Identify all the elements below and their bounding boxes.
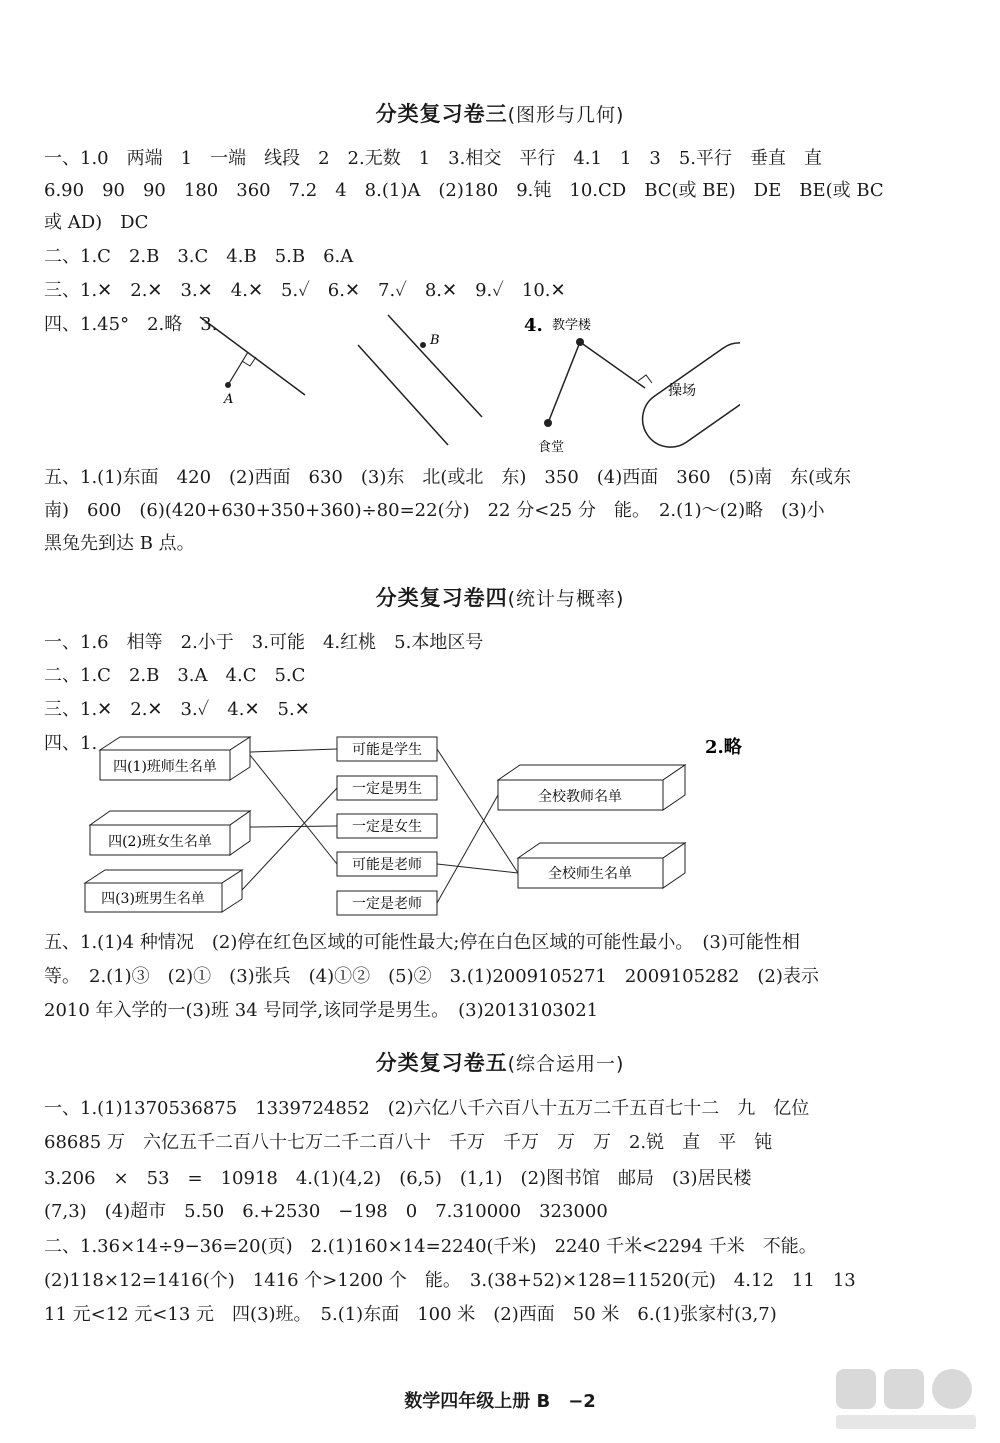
connector-line [250,826,337,827]
section-title-3 [0,98,1000,128]
answer-line: 二、1.C 2.B 3.C 4.B 5.B 6.A [44,246,354,267]
path-to-canteen [548,342,580,423]
point-a-dot [225,382,231,388]
connector-line [437,864,518,873]
canteen-dot [544,419,552,427]
answer-line: 3.206 × 53 = 10918 4.(1)(4,2) (6,5) (1,1) (2)图书馆 邮局 (3)居民楼 [44,1168,752,1189]
connector-line [242,788,337,890]
answer-line: (7,3) (4)超市 5.50 6.+2530 −198 0 7.310000 323000 [44,1201,608,1222]
perpendicular-line [228,352,248,385]
point-a-label: A [224,392,234,407]
middle-box-5 [337,891,437,915]
answer-line: 或 AD) DC [44,212,149,233]
middle-box-label: 可能是老师 [352,857,422,873]
path-to-playground [580,342,645,388]
section-title-main: 分类复习卷四 [375,586,508,610]
answer-line: 三、1.✕ 2.✕ 3.✓ 4.✕ 5.✕ [44,699,310,720]
section-subtitle: (综合运用一) [507,1053,625,1075]
canteen-label: 食堂 [538,440,565,455]
middle-box-2 [337,776,437,800]
parallel-line-2 [388,315,482,417]
playground-label: 操场 [668,383,696,399]
answer-line: 五、1.(1)东面 420 (2)西面 630 (3)东 北(或北 东) 350 (4)西面 360 (5)南 东(或东 [44,467,852,488]
q2-answer: 2.略 [705,737,742,758]
middle-box-label: 一定是老师 [352,896,422,912]
line-segment [200,317,305,395]
right-box-label: 全校师生名单 [548,866,632,882]
parallel-line-1 [358,345,448,445]
teaching-building-label: 教学楼 [552,318,592,333]
answer-line: 一、1.0 两端 1 一端 线段 2 2.无数 1 3.相交 平行 4.1 1 3 5.平行 垂直 直 [44,148,823,169]
answer-line: 南) 600 (6)(420+630+350+360)÷80=22(分) 22 分<25 分 能。 2.(1)～(2)略 (3)小 [44,500,825,521]
section-subtitle: (统计与概率) [507,588,625,610]
left-box-label: 四(2)班女生名单 [108,834,212,850]
right-box-2 [518,843,685,888]
middle-box-3 [337,814,437,838]
point-b-dot [420,342,426,348]
matching-figure [80,725,780,925]
q4-label: 4. [524,315,543,336]
left-box-1 [100,737,250,780]
left-box-2 [90,811,250,855]
answer-line: 2010 年入学的一(3)班 34 号同学,该同学是男生。 (3)2013103021 [44,1000,599,1021]
section-title-4 [0,582,1000,612]
answer-line: 等。 2.(1)③ (2)① (3)张兵 (4)①② (5)② 3.(1)2009105271 2009105282 (2)表示 [44,966,819,987]
right-angle-mark [638,375,652,383]
answer-line: 一、1.6 相等 2.小于 3.可能 4.红桃 5.本地区号 [44,632,484,653]
section-title-main: 分类复习卷五 [375,1051,508,1075]
geometry-figure [180,305,740,465]
right-box-1 [498,765,685,810]
left-box-3 [85,870,242,912]
connector-line [437,749,518,873]
page-footer: 数学四年级上册 B −2 [404,1391,596,1412]
answer-line: 四、1. [44,733,98,754]
answer-line: 四、1.45° 2.略 3. [44,314,218,335]
answer-line: 五、1.(1)4 种情况 (2)停在红色区域的可能性最大;停在白色区域的可能性最小。 (3)可能性相 [44,932,800,953]
answer-line: 二、1.36×14÷9−36=20(页) 2.(1)160×14=2240(千米) 2240 千米<2294 千米 不能。 [44,1236,817,1257]
left-box-label: 四(1)班师生名单 [113,759,217,775]
point-b-label: B [430,333,440,348]
answer-line: 三、1.✕ 2.✕ 3.✕ 4.✕ 5.✓ 6.✕ 7.✓ 8.✕ 9.✓ 10.✕ [44,280,566,301]
connector-line [250,755,337,864]
left-box-label: 四(3)班男生名单 [101,891,205,907]
answer-line: 黑兔先到达 B 点。 [44,533,195,554]
watermark-logo [832,1363,982,1433]
section-subtitle: (图形与几何) [507,104,625,126]
middle-box-4 [337,852,437,876]
middle-box-label: 一定是女生 [352,819,422,835]
middle-box-label: 一定是男生 [352,781,422,797]
connector-line [250,749,337,752]
answer-line: 6.90 90 90 180 360 7.2 4 8.(1)A (2)180 9.钝 10.CD BC(或 BE) DE BE(或 BC [44,180,884,201]
middle-box-label: 可能是学生 [352,742,422,758]
connector-line [437,795,498,903]
right-box-label: 全校教师名单 [538,789,622,805]
answer-line: 二、1.C 2.B 3.A 4.C 5.C [44,665,306,686]
answer-line: 11 元<12 元<13 元 四(3)班。 5.(1)东面 100 米 (2)西面 50 米 6.(1)张家村(3,7) [44,1304,777,1325]
section-title-main: 分类复习卷三 [375,102,508,126]
section-title-5 [0,1047,1000,1077]
answer-line: 68685 万 六亿五千二百八十七万二千二百八十 千万 千万 万 万 2.锐 直 平 钝 [44,1132,773,1153]
middle-box-1 [337,737,437,761]
answer-line: (2)118×12=1416(个) 1416 个>1200 个 能。 3.(38+52)×128=11520(元) 4.12 11 13 [44,1270,856,1291]
answer-line: 一、1.(1)1370536875 1339724852 (2)六亿八千六百八十五万二千五百七十二 九 亿位 [44,1098,810,1119]
